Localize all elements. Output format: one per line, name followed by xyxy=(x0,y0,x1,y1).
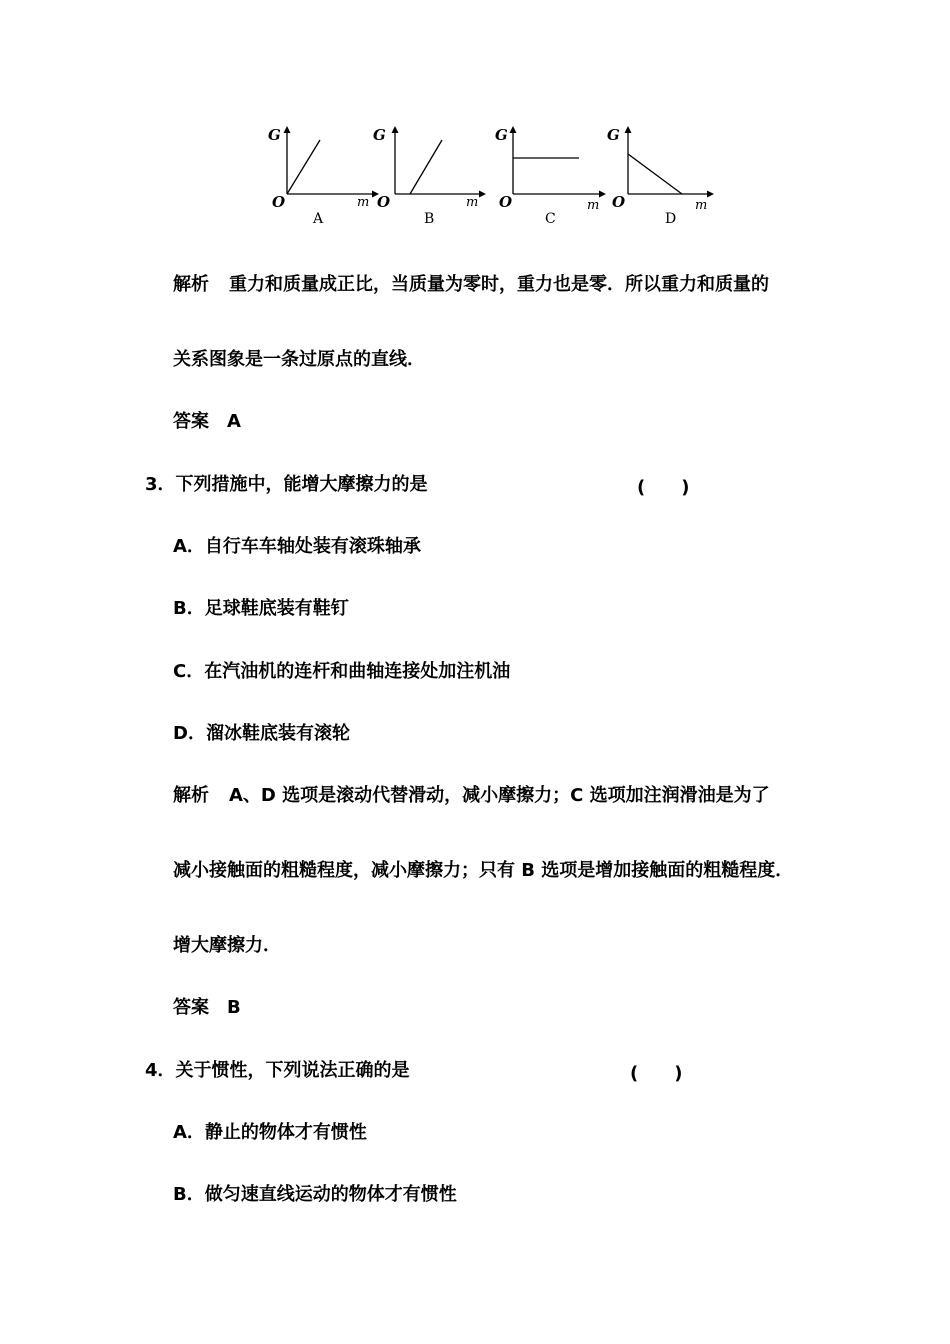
graph-c-option-label: C xyxy=(545,211,556,227)
q2-answer-label: 答案 xyxy=(173,411,209,432)
q2-answer-value: A xyxy=(227,411,241,432)
q2-analysis-text1: 重力和质量成正比，当质量为零时，重力也是零．所以重力和质量的 xyxy=(229,274,769,295)
graph-d-plot-line xyxy=(628,154,682,194)
q3-option-c: C．在汽油机的连杆和曲轴连接处加注机油 xyxy=(173,661,511,682)
q2-analysis-label: 解析 xyxy=(173,274,209,295)
q3-analysis-line2: 减小接触面的粗糙程度，减小摩擦力；只有 B 选项是增加接触面的粗糙程度． xyxy=(173,860,794,881)
gm-graphs-figure xyxy=(262,118,722,230)
graph-c xyxy=(495,126,606,227)
q4-option-a: A．静止的物体才有惯性 xyxy=(173,1122,367,1143)
graph-d-x-label: m xyxy=(695,198,708,213)
graph-a xyxy=(268,126,379,227)
graph-b-plot-line xyxy=(410,140,442,194)
graph-d-y-label: G xyxy=(607,126,620,144)
q3-answer-blank: ( ) xyxy=(637,477,690,498)
q3-answer xyxy=(173,996,241,1020)
graph-a-option-label: A xyxy=(313,211,324,227)
q2-answer xyxy=(173,410,241,434)
q2-analysis-line2: 关系图象是一条过原点的直线． xyxy=(173,349,425,370)
graph-b-y-label: G xyxy=(373,126,386,144)
graph-b-option-label: B xyxy=(424,211,435,227)
q3-stem: 3．下列措施中，能增大摩擦力的是 xyxy=(145,474,428,495)
graph-a-y-label: G xyxy=(268,126,281,144)
q3-option-b: B．足球鞋底装有鞋钉 xyxy=(173,598,349,619)
graph-a-x-label: m xyxy=(357,195,370,210)
q3-answer-value: B xyxy=(227,997,241,1018)
graph-b-origin-label: O xyxy=(377,193,391,211)
q3-option-a: A．自行车车轴处装有滚珠轴承 xyxy=(173,536,421,557)
q3-option-d: D．溜冰鞋底装有滚轮 xyxy=(173,723,350,744)
q2-analysis-line1 xyxy=(173,273,769,297)
q4-stem: 4．关于惯性，下列说法正确的是 xyxy=(145,1060,410,1081)
q3-answer-label: 答案 xyxy=(173,997,209,1018)
gm-graphs-svg xyxy=(262,118,722,230)
q3-analysis-line3: 增大摩擦力． xyxy=(173,935,281,956)
graph-b-x-label: m xyxy=(466,195,479,210)
graph-d-origin-label: O xyxy=(612,193,626,211)
graph-d-option-label: D xyxy=(665,211,677,227)
graph-c-y-label: G xyxy=(495,126,508,144)
graph-d xyxy=(607,126,714,227)
q4-answer-blank: ( ) xyxy=(630,1063,683,1084)
graph-b xyxy=(373,126,486,227)
graph-a-origin-label: O xyxy=(272,193,286,211)
q4-option-b: B．做匀速直线运动的物体才有惯性 xyxy=(173,1184,457,1205)
q3-analysis-text1: A、D 选项是滚动代替滑动，减小摩擦力；C 选项加注润滑油是为了 xyxy=(229,785,770,806)
q3-analysis-label: 解析 xyxy=(173,785,209,806)
graph-c-x-label: m xyxy=(587,198,600,213)
graph-a-plot-line xyxy=(287,140,320,194)
graph-c-origin-label: O xyxy=(499,193,513,211)
q3-analysis-line1 xyxy=(173,784,770,808)
